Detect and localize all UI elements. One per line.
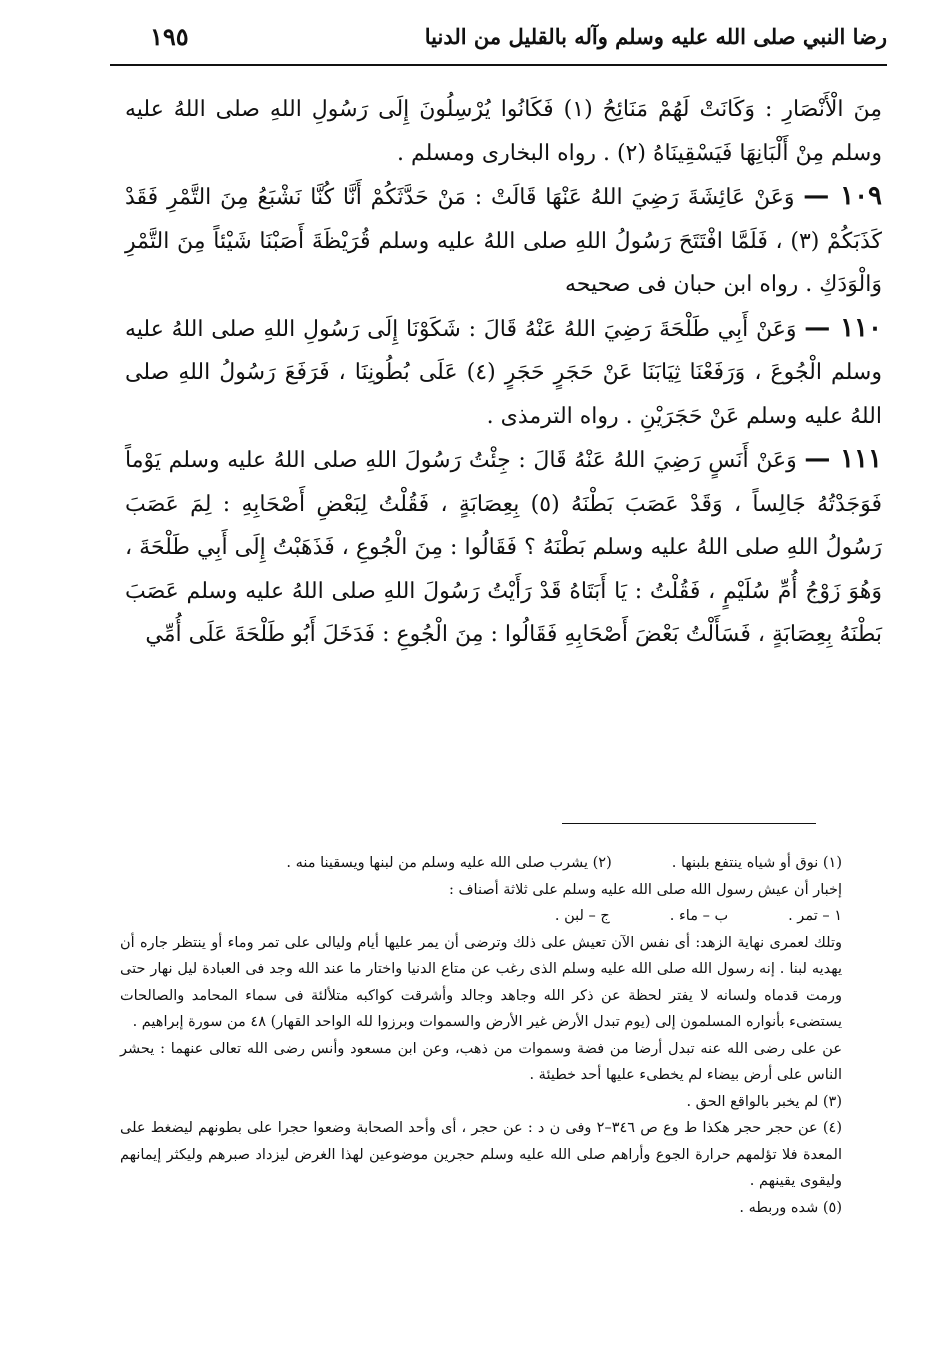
footnote-list-item: ج – لبن . bbox=[554, 908, 610, 924]
footnote-row bbox=[120, 850, 882, 877]
hadith-text: وَعَنْ أَبِي طَلْحَةَ رَضِيَ اللهُ عَنْهُ قَالَ : شَكَوْنَا إِلَى رَسُولِ اللهِ صلى اللهُ عليه وسلم الْجُوعَ ، وَرَفَعْنَا ثِيَابَنَا عَنْ حَجَرٍ حَجَرٍ (٤) عَلَى بُطُونِنَا ، فَرَفَعَ رَسُولُ اللهِ صلى اللهُ عليه وسلم عَنْ حَجَرَيْنِ . رواه الترمذى . bbox=[125, 316, 882, 429]
main-text bbox=[125, 88, 882, 657]
footnote-list-item: ب – ماء . bbox=[669, 908, 729, 924]
paragraph-continuation: مِنَ الْأَنْصَارِ : وَكَانَتْ لَهُمْ مَنَائِحُ (١) فَكَانُوا يُرْسِلُونَ إِلَى رَسُولِ اللهِ صلى اللهُ عليه وسلم مِنْ أَلْبَانِهَا فَيَسْقِينَاهُ (٢) . رواه البخارى ومسلم . bbox=[125, 97, 882, 166]
running-header bbox=[110, 20, 887, 66]
footnote-list bbox=[120, 903, 882, 930]
hadith-text: وَعَنْ عَائِشَةَ رَضِيَ اللهُ عَنْهَا قَالَتْ : مَنْ حَدَّثَكُمْ أَنَّا كُنَّا نَشْبَعُ مِنَ التَّمْرِ فَقَدْ كَذَبَكُمْ (٣) ، فَلَمَّا افْتَتَحَ رَسُولُ اللهِ صلى اللهُ عليه وسلم قُرَيْظَةَ أَصَبْنَا شَيْئاً مِنَ التَّمْرِ وَالْوَدَكِ . رواه ابن حبان فى صحيحه bbox=[125, 185, 882, 297]
footnote-divider bbox=[562, 823, 816, 824]
footnote-list-item: ١ – تمر . bbox=[788, 908, 842, 924]
footnote-text: إخبار أن عيش رسول الله صلى الله عليه وسلم على ثلاثة أصناف : bbox=[449, 881, 842, 898]
hadith-text: وَعَنْ أَنَسٍ رَضِيَ اللهُ عَنْهُ قَالَ : جِئْتُ رَسُولَ اللهِ صلى اللهُ عليه وسلم يَوْماً فَوَجَدْتُهُ جَالِساً ، وَقَدْ عَصَبَ بَطْنَهُ (٥) بِعِصَابَةٍ ، فَقُلْتُ لِبَعْضِ أَصْحَابِهِ : لِمَ عَصَبَ رَسُولُ اللهِ صلى اللهُ عليه وسلم بَطْنَهُ ؟ فَقَالُوا : مِنَ الْجُوعِ ، فَذَهَبْتُ إِلَى أَبِي طَلْحَةَ ، وَهُوَ زَوْجُ أُمِّ سُلَيْمٍ ، فَقُلْتُ : يَا أَبَتَاهُ قَدْ رَأَيْتُ رَسُولَ اللهِ صلى اللهُ عليه وسلم عَصَبَ بَطْنَهُ بِعِصَابَةٍ ، فَسَأَلْتُ بَعْضَ أَصْحَابِهِ فَقَالُوا : مِنَ الْجُوعِ : فَدَخَلَ أَبُو طَلْحَةَ عَلَى أُمِّي bbox=[125, 448, 882, 647]
hadith-110 bbox=[125, 307, 882, 439]
footnote-text: وتلك لعمرى نهاية الزهد: أى نفس الآن تعيش على ذلك وترضى أن يمر عليها أيام وليالى على تمر وماء أو ينتظر جاره أن يهديه لبنا . إنه رسول الله صلى الله عليه وسلم الذى رغب عن متاع الدنيا واختار ما عند الله وجد فى العبادة ليل نهار حتى ورمت قدماه ولسانه لا يفتر لحظة عن ذكر الله وجاهد وجالد وأشرقت كواكبه متلألئة فى سماء المحامد والصالحات يستضىء بأنواره المسلمون إلى (يوم تبدل الأرض غير الأرض والسموات وبرزوا لله الواحد القهار) ٤٨ من سورة إبراهيم . bbox=[120, 934, 842, 1030]
page-number: ١٩٥ bbox=[150, 22, 189, 51]
footnote-2: (٢) يشرب صلى الله عليه وسلم من لبنها ويسقينا منه . bbox=[286, 855, 612, 871]
hadith-number: ١١١ — bbox=[804, 444, 882, 474]
footnote-3: (٣) لم يخبر بالواقع الحق . bbox=[686, 1093, 842, 1110]
footnote-1: (١) نوق أو شياه ينتفع بلبنها . bbox=[671, 855, 842, 871]
hadith-number: ١١٠ — bbox=[804, 312, 882, 343]
chapter-title: رضا النبي صلى الله عليه وسلم وآله بالقليل من الدنيا bbox=[424, 24, 887, 49]
footnote-5: (٥) شده وربطه . bbox=[739, 1199, 842, 1216]
hadith-111 bbox=[125, 438, 882, 657]
footnote-text: عن على رضى الله عنه تبدل أرضا من فضة وسموات من ذهب، وعن ابن مسعود وأنس رضى الله تعالى عنهما : يحشر الناس على أرض بيضاء لم يخطىء عليها أحد خطيئة . bbox=[120, 1040, 842, 1083]
footnotes bbox=[120, 850, 882, 1221]
hadith-109 bbox=[125, 175, 882, 307]
footnote-4: (٤) عن حجر حجر هكذا ط وع ص ٣٤٦–٢ وفى ن د : عن حجر ، أى وأحد الصحابة وضعوا حجرا على بطونهم ليضغط على المعدة فلا تؤلمهم حرارة الجوع وأراهم صلى الله عليه وسلم حجرين موضوعين لهذا الغرض ليزداد صبرهم وليكثر إيمانهم وليقوى يقينهم . bbox=[120, 1120, 842, 1189]
hadith-number: ١٠٩ — bbox=[803, 181, 883, 211]
